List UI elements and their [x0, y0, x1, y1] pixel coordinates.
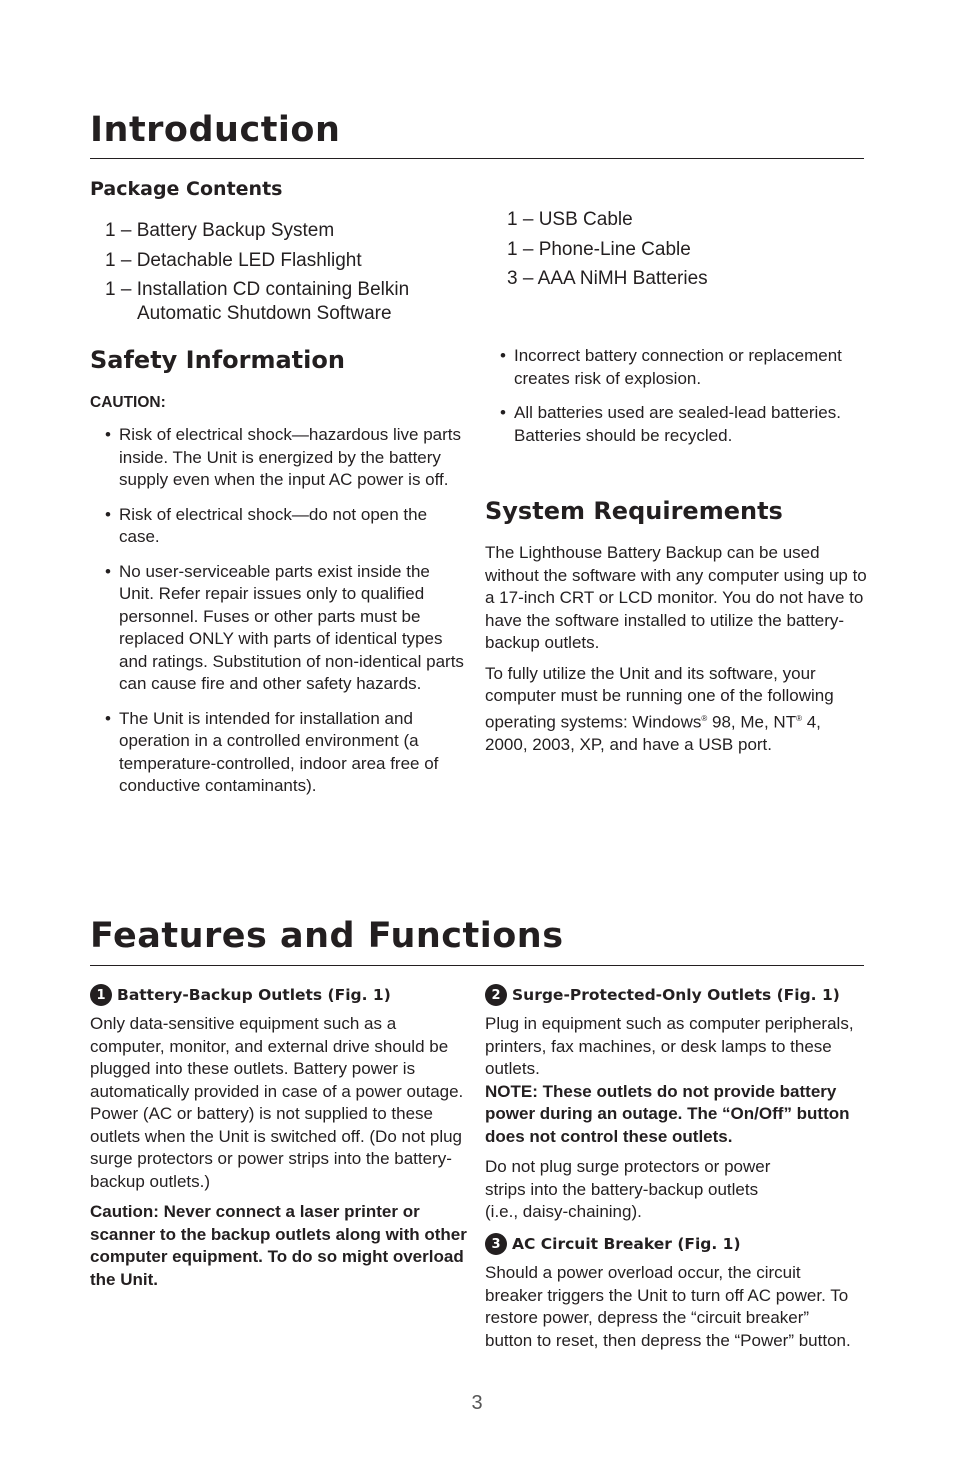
package-item-text: 1 – Installation CD containing Belkin [105, 279, 410, 300]
feature-circuit-breaker [485, 1233, 857, 1360]
system-requirements-body [485, 542, 867, 764]
number-badge: 2 [485, 984, 507, 1006]
feature-heading [90, 984, 468, 1006]
feature-battery-backup [90, 984, 468, 1299]
package-item: 1 – USB Cable [507, 209, 633, 230]
number-badge: 3 [485, 1233, 507, 1255]
feature-title: AC Circuit Breaker (Fig. 1) [512, 1235, 741, 1253]
safety-bullet: • The Unit is intended for installation and operation in a controlled environment (a temperature-controlled, indoor area free of conductive contaminants). [105, 708, 465, 798]
registered-mark: ® [701, 713, 708, 723]
package-list-left [105, 219, 475, 331]
page-number: 3 [471, 1392, 483, 1414]
feature-para: Do not plug surge protectors or power strips into the battery-backup outlets (i.e., daisy-chaining). [485, 1157, 771, 1221]
package-item [105, 278, 475, 325]
package-item-text-continued: Automatic Shutdown Software [137, 302, 392, 324]
introduction-title: Introduction [90, 110, 341, 150]
safety-bullet: • All batteries used are sealed-lead batteries. Batteries should be recycled. [500, 402, 864, 447]
safety-heading: Safety Information [90, 346, 345, 374]
feature-para: Plug in equipment such as computer peripherals, printers, fax machines, or desk lamps to these outlets. [485, 1014, 854, 1078]
safety-bullets-left [105, 424, 465, 810]
package-list-right [507, 208, 857, 297]
system-requirements-para: The Lighthouse Battery Backup can be used without the software with any computer using up to a 17-inch CRT or LCD monitor. You do not have to have the software installed to utilize the battery-backup outlets. [485, 543, 867, 652]
package-item [105, 249, 475, 273]
feature-para: Should a power overload occur, the circuit breaker triggers the Unit to turn off AC power. To restore power, depress the “circuit breaker” button to reset, then depress the “Power” button. [485, 1263, 851, 1350]
feature-title: Surge-Protected-Only Outlets (Fig. 1) [512, 986, 840, 1004]
package-item: 1 – Phone-Line Cable [507, 238, 691, 260]
package-item [105, 219, 475, 243]
features-title: Features and Functions [90, 916, 564, 956]
feature-para: Only data-sensitive equipment such as a computer, monitor, and external drive should be plugged into these outlets. Battery power is automatically provided in case of a power outage. Power (AC or battery) is not supplied to these outlets when the Unit is switched off. (Do not plug surge protectors or power strips into the battery-backup outlets.) [90, 1014, 464, 1191]
feature-caution: Caution: Never connect a laser printer or scanner to the backup outlets along with other computer equipment. To do so might overload the Unit. [90, 1202, 467, 1289]
os-text: 4, 2000, 2003, XP, and have a USB port. [485, 712, 821, 754]
feature-heading [485, 984, 867, 1006]
safety-bullet: • Risk of electrical shock—do not open the case. [105, 504, 465, 549]
package-item-text: 1 – Battery Backup System [105, 220, 335, 241]
number-badge: 1 [90, 984, 112, 1006]
feature-note: NOTE: These outlets do not provide battery power during an outage. The “On/Off” button does not control these outlets. [485, 1081, 850, 1146]
feature-title: Battery-Backup Outlets (Fig. 1) [117, 986, 391, 1004]
safety-bullet: • Incorrect battery connection or replacement creates risk of explosion. [500, 345, 864, 390]
safety-bullet: • No user-serviceable parts exist inside the Unit. Refer repair issues only to qualified personnel. Fuses or other parts must be replaced ONLY with parts of identical types and ratings. Substitution of non-identical parts can cause fire and other safety hazards. [105, 561, 465, 696]
feature-surge-protected [485, 984, 867, 1232]
feature-heading [485, 1233, 857, 1255]
package-item: 3 – AAA NiMH Batteries [507, 268, 708, 289]
system-requirements-para [485, 663, 867, 757]
os-text: To fully utilize the Unit and its software, your computer must be running one of the following operating systems: Windows [485, 663, 834, 732]
registered-mark: ® [796, 713, 802, 723]
system-requirements-heading: System Requirements [485, 497, 783, 525]
package-item-text: 1 – Detachable LED Flashlight [105, 249, 362, 271]
features-rule [90, 965, 864, 966]
os-text: 98, Me, NT [707, 712, 797, 732]
caution-label: CAUTION: [90, 394, 166, 411]
package-contents-heading: Package Contents [90, 178, 283, 200]
safety-bullets-right [500, 345, 864, 459]
introduction-rule [90, 158, 864, 159]
safety-bullet: • Risk of electrical shock—hazardous live parts inside. The Unit is energized by the battery supply even when the input AC power is off. [105, 424, 465, 492]
